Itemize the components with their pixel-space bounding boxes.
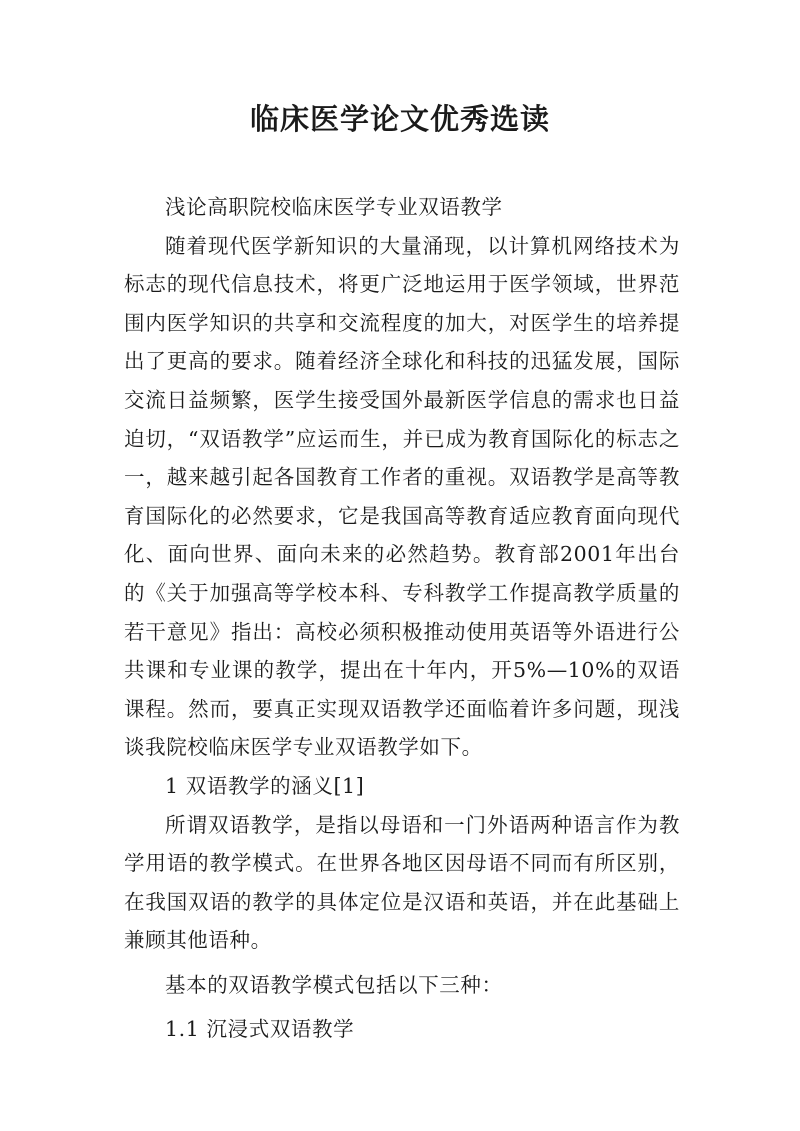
paragraph-introduction: 随着现代医学新知识的大量涌现，以计算机网络技术为标志的现代信息技术，将更广泛地运用于医学领域，世界范围内医学知识的共享和交流程度的加大，对医学生的培养提出了更高的要求。随着经济全球化和科技的迅猛发展，国际交流日益频繁，医学生接受国外最新医学信息的需求也日益迫切，“双语教学”应运而生，并已成为教育国际化的标志之一，越来越引起各国教育工作者的重视。双语教学是高等教育国际化的必然要求，它是我国高等教育适应教育面向现代化、面向世界、面向未来的必然趋势。教育部2001年出台的《关于加强高等学校本科、专科教学工作提高教学质量的若干意见》指出：高校必须积极推动使用英语等外语进行公共课和专业课的教学，提出在十年内，开5%—10%的双语课程。然而，要真正实现双语教学还面临着许多问题，现浅谈我院校临床医学专业双语教学如下。 — [124, 233, 680, 760]
section-heading-1-1: 1.1 沉浸式双语教学 — [165, 1017, 355, 1042]
document-body — [124, 188, 680, 1049]
document-title: 临床医学论文优秀选读 — [249, 102, 550, 136]
paragraph-modes-intro: 基本的双语教学模式包括以下三种： — [165, 972, 503, 997]
paragraph-definition: 所谓双语教学，是指以母语和一门外语两种语言作为教学用语的教学模式。在世界各地区因母语不同而有所区别，在我国双语的教学的具体定位是汉语和英语，并在此基础上兼顾其他语种。 — [124, 812, 680, 953]
section-heading-1: 1 双语教学的涵义[1] — [165, 773, 365, 798]
article-subtitle: 浅论高职院校临床医学专业双语教学 — [165, 195, 503, 219]
